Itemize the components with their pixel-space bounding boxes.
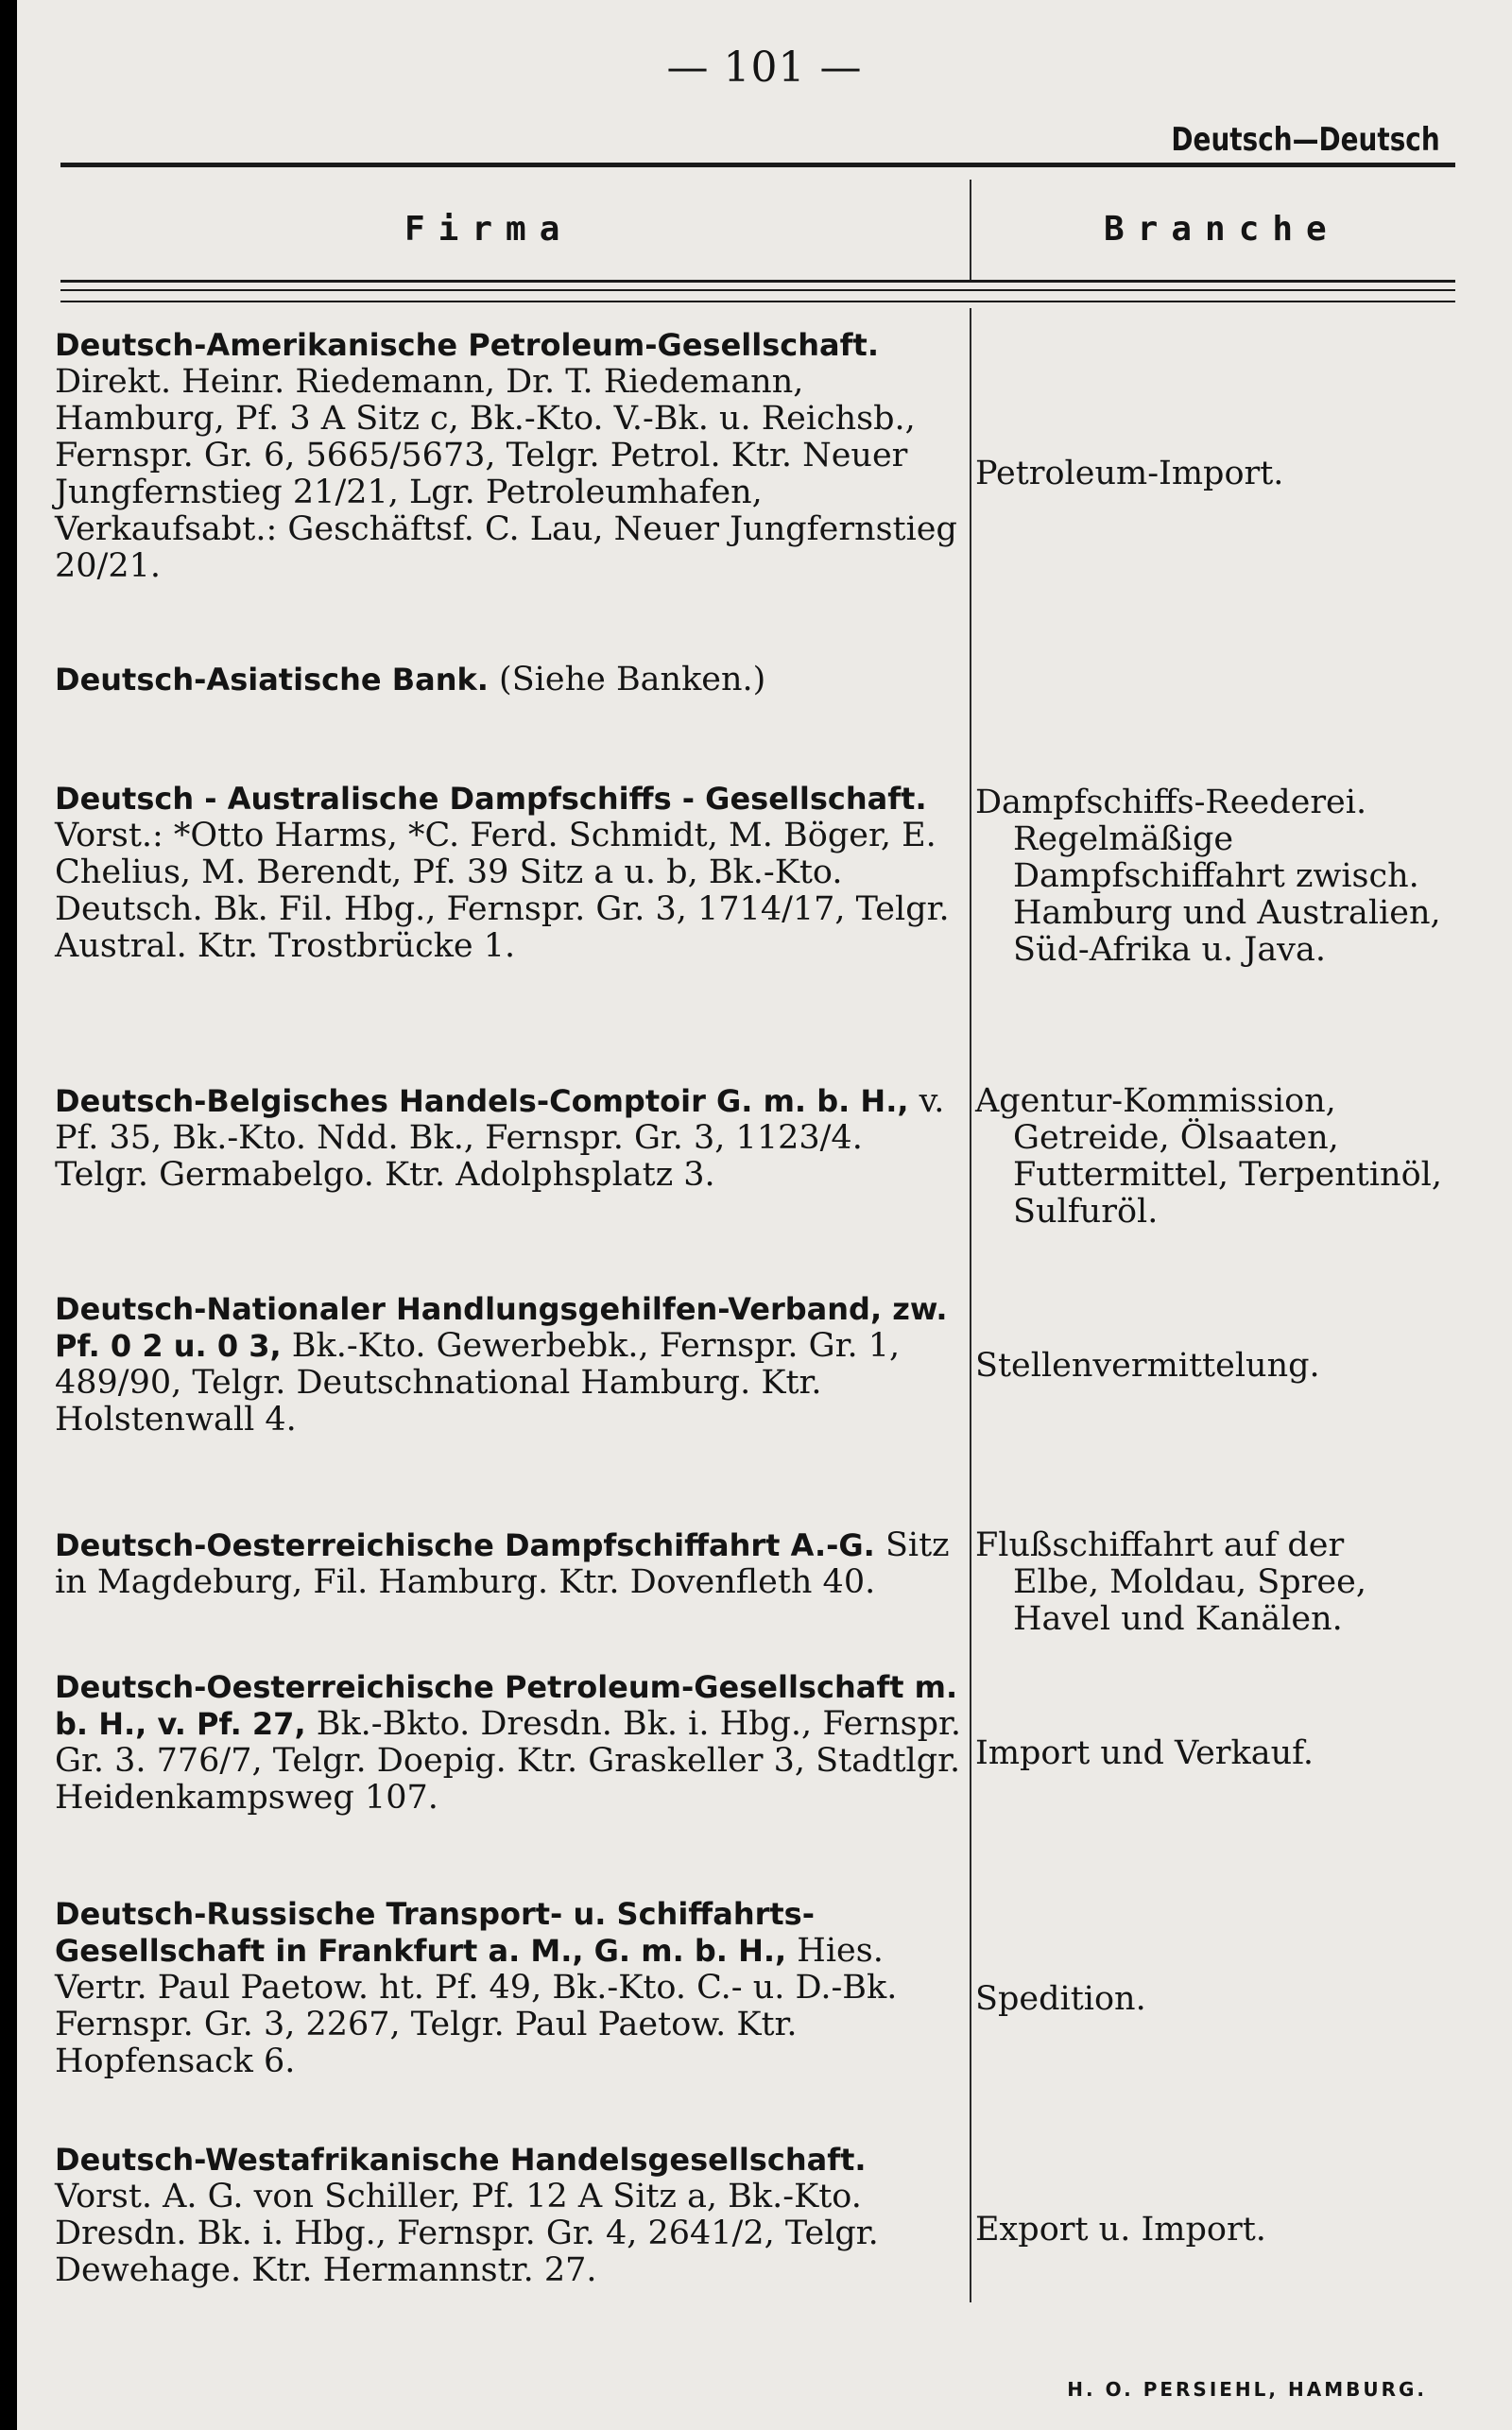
branche-deutsch-westafrikanische xyxy=(975,2212,1459,2249)
column-header-branche: Branche xyxy=(1104,210,1340,249)
firm-name: Deutsch-Russische Transport- u. Schiffahrts-Gesellschaft in Frankfurt a. M., G. m. b. H., xyxy=(55,1896,815,1969)
entry-deutsch-westafrikanische xyxy=(55,2142,962,2289)
header-column-divider xyxy=(970,180,971,280)
branche-line: Petroleum-Import. xyxy=(975,455,1284,492)
branche-deutsch-belgisches xyxy=(975,1083,1459,1231)
entry-deutsch-nationaler xyxy=(55,1291,962,1439)
firm-details: Sitz in Magdeburg, Fil. Hamburg. Ktr. Dovenfleth 40. xyxy=(55,1526,950,1601)
firm-name: Deutsch-Oesterreichische Petroleum-Gesellschaft m. b. H., v. Pf. 27, xyxy=(55,1669,958,1742)
branche-line: Dampfschiffs-Reederei. xyxy=(975,784,1367,821)
firm-details: Hies. Vertr. Paul Paetow. ht. Pf. 49, Bk.-Kto. C.- u. D.-Bk. Fernspr. Gr. 3, 2267, Telgr. Paul Paetow. Ktr. Hopfensack 6. xyxy=(55,1932,898,2080)
column-header-firma: Firma xyxy=(404,210,574,249)
firm-name: Deutsch-Asiatische Bank. xyxy=(55,662,489,698)
column-divider xyxy=(970,308,971,2302)
top-rule xyxy=(60,163,1455,167)
header-rule-2 xyxy=(60,289,1455,291)
branche-line: Stellenvermittelung. xyxy=(975,1347,1320,1385)
entry-deutsch-oesterreichische-dampf xyxy=(55,1527,962,1601)
firm-name: Deutsch - Australische Dampfschiffs - Gesellschaft. xyxy=(55,781,927,817)
branche-line: Agentur-Kommission, xyxy=(975,1082,1336,1120)
branche-line: Flußschiffahrt auf der xyxy=(975,1526,1345,1564)
firm-name: Deutsch-Nationaler Handlungsgehilfen-Verband, zw. Pf. 0 2 u. 0 3, xyxy=(55,1291,948,1364)
entry-deutsch-belgisches xyxy=(55,1083,962,1194)
branche-deutsch-russische xyxy=(975,1981,1459,2018)
firm-name: Deutsch-Oesterreichische Dampfschiffahrt A.-G. xyxy=(55,1527,875,1563)
running-head: Deutsch—Deutsch xyxy=(1171,121,1440,159)
branche-line: Getreide, Ölsaaten, Futtermittel, Terpentinöl, Sulfuröl. xyxy=(1013,1119,1442,1231)
branche-deutsch-oesterreichische-dampf xyxy=(975,1527,1459,1638)
branche-deutsch-nationaler xyxy=(975,1348,1459,1385)
header-rule-1 xyxy=(60,280,1455,283)
firm-name: Deutsch-Amerikanische Petroleum-Gesellschaft. xyxy=(55,327,879,363)
firm-details: v. Pf. 35, Bk.-Kto. Ndd. Bk., Fernspr. Gr. 3, 1123/4. Telgr. Germabelgo. Ktr. Adolphsplatz 3. xyxy=(55,1082,945,1194)
printer-imprint: H. O. PERSIEHL, HAMBURG. xyxy=(1067,2378,1427,2401)
branche-deutsch-australische xyxy=(975,784,1459,969)
firm-details: Bk.-Kto. Gewerbebk., Fernspr. Gr. 1, 489/90, Telgr. Deutschnational Hamburg. Ktr. Holstenwall 4. xyxy=(55,1327,901,1439)
entry-deutsch-russische xyxy=(55,1896,962,2080)
page-number: — 101 — xyxy=(666,43,863,92)
branche-line: Spedition. xyxy=(975,1980,1146,2018)
entry-deutsch-oesterreichische-petroleum xyxy=(55,1669,962,1817)
branche-line: Import und Verkauf. xyxy=(975,1734,1314,1772)
entry-deutsch-australische xyxy=(55,781,962,965)
firm-name: Deutsch-Westafrikanische Handelsgesellschaft. xyxy=(55,2142,867,2178)
branche-line: Elbe, Moldau, Spree, Havel und Kanälen. xyxy=(1013,1563,1366,1638)
branche-line: Regelmäßige Dampfschiffahrt zwisch. Hamburg und Australien, Süd-Afrika u. Java. xyxy=(1013,820,1441,969)
firm-details: Vorst. A. G. von Schiller, Pf. 12 A Sitz a, Bk.-Kto. Dresdn. Bk. i. Hbg., Fernspr. Gr. 4, 2641/2, Telgr. Dewehage. Ktr. Hermannstr. 27. xyxy=(55,2178,879,2289)
branche-deutsch-amerikanische xyxy=(975,456,1459,492)
entry-deutsch-asiatische xyxy=(55,662,962,698)
directory-page xyxy=(17,0,1512,2430)
firm-details: Bk.-Bkto. Dresdn. Bk. i. Hbg., Fernspr. Gr. 3. 776/7, Telgr. Doepig. Ktr. Graskeller 3, Stadtlgr. Heidenkampsweg 107. xyxy=(55,1705,962,1817)
branche-line: Export u. Import. xyxy=(975,2211,1266,2249)
entry-deutsch-amerikanische xyxy=(55,327,962,585)
firm-details: (Siehe Banken.) xyxy=(499,661,766,698)
firm-name: Deutsch-Belgisches Handels-Comptoir G. m. b. H., xyxy=(55,1083,909,1119)
branche-deutsch-oesterreichische-petroleum xyxy=(975,1735,1459,1772)
firm-details: Direkt. Heinr. Riedemann, Dr. T. Riedemann, Hamburg, Pf. 3 A Sitz c, Bk.-Kto. V.-Bk. u. Reichsb., Fernspr. Gr. 6, 5665/5673, Telgr. Petrol. Ktr. Neuer Jungfernstieg 21/21, Lgr. Petroleumhafen, Verkaufsabt.: Geschäftsf. C. Lau, Neuer Jungfernstieg 20/21. xyxy=(55,363,957,585)
header-rule-3 xyxy=(60,301,1455,302)
firm-details: Vorst.: *Otto Harms, *C. Ferd. Schmidt, M. Böger, E. Chelius, M. Berendt, Pf. 39 Sitz a u. b, Bk.-Kto. Deutsch. Bk. Fil. Hbg., Fernspr. Gr. 3, 1714/17, Telgr. Austral. Ktr. Trostbrücke 1. xyxy=(55,817,950,965)
